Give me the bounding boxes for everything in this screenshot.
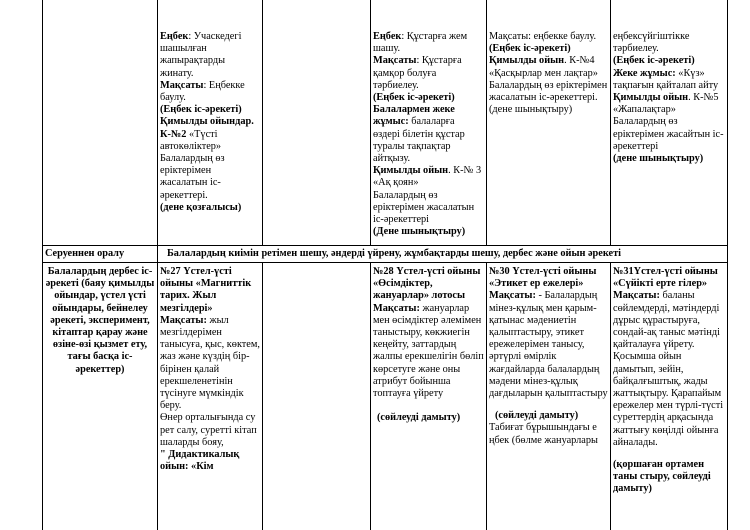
text-run: . К-№5 «Жапалақтар»	[613, 92, 719, 116]
cell-paragraph	[160, 80, 260, 104]
text-run: (Еңбек іс-әрекеті)	[160, 104, 242, 116]
return-row-label: Серуеннен оралу	[45, 248, 125, 259]
cell-paragraph	[160, 202, 260, 214]
grid-line	[42, 0, 43, 530]
text-run: " Дидактикалық ойын: «Кім	[160, 449, 240, 473]
text-run: Еңбек	[373, 31, 402, 42]
text-run: Жеке жұмыс:	[613, 67, 676, 79]
cell-paragraph	[373, 165, 484, 189]
grid-line	[262, 262, 263, 530]
text-run: Қимылды ойындар.	[160, 116, 254, 128]
return-row-text: Балалардың киімін ретімен шешу, әндерді үйрену, жұмбақтарды шешу, дербес және ойын әрекеті	[167, 248, 622, 259]
text-run: (дене шынықтыру)	[489, 104, 573, 116]
grid-line	[370, 0, 371, 245]
text-run: Мақсаты:	[373, 302, 420, 314]
text-run: Балалардың өз еріктерімен жасалатын іс-әрекеттері	[373, 189, 475, 226]
text-run: - Балалардың мінез-құлық мен қарым-қатынас мәдениетін қалыптастыру, этикет ережелерімен танысу, әртүрлі өмірлік жағдайларда балалардың мәдени мінез-құлық дағдыларын қалыптастыру	[489, 290, 608, 400]
text-run: Балалардың өз еріктерімен жасайтын іс-әрекеттері	[613, 116, 724, 152]
grid-line	[42, 245, 728, 246]
text-run: Мақсаты: еңбекке баулу.	[489, 31, 597, 42]
text-run: (сөйлеуді дамыту)	[495, 410, 579, 422]
cell-paragraph	[613, 31, 725, 55]
text-run: №28 Үстел-үсті ойыны «Өсімдіктер, жануарлар» лотосы	[373, 266, 481, 302]
text-run: жануарлар мен өсімдіктер әлемімен таныстыру, көкжиегін кеңейту, заттардың жалпы ерекшелігін бөліп көрсетуге және оны атрибут бойынша топтауға үйрету	[373, 302, 484, 400]
cell-paragraph	[613, 116, 725, 153]
text-run: Табиғат бұрышындағы е ңбек (бөлме жануарлары	[489, 422, 598, 446]
cell-paragraph	[160, 449, 260, 473]
text-run: (қоршаған ортамен таны стыру, сөйлеуді дамыту)	[613, 459, 711, 495]
text-run: (дене қозғалысы)	[160, 201, 242, 213]
cell-paragraph	[613, 92, 725, 116]
text-run: (Еңбек іс-әрекеті)	[489, 43, 571, 55]
text-run: Балалардың өз еріктерімен жасалатын іс-әрекеттері.	[489, 79, 608, 104]
cell-paragraph	[373, 104, 484, 165]
grid-line	[610, 0, 611, 245]
text-run: №27 Үстел-үсті ойыны «Магниттік тарих. Жыл мезгілдері»	[160, 266, 252, 314]
cell-paragraph	[613, 68, 725, 92]
grid-line	[486, 262, 487, 530]
cell-paragraph	[160, 31, 260, 80]
activity-cell-col3	[373, 266, 484, 528]
cell-paragraph	[160, 315, 260, 413]
top-cell-col1	[160, 31, 260, 243]
top-cell-col5	[613, 31, 725, 243]
text-run: №30 Үстел-үсті ойыны «Этикет ер ежелері» Мақсаты:	[489, 266, 597, 302]
cell-paragraph	[489, 104, 608, 116]
grid-line	[370, 262, 371, 530]
text-run: Қимылды ойын	[613, 92, 689, 104]
activity-row-label: Балалардың дербес іс-әрекеті (баяу қимылды ойындар, үстел үсті ойындары, бейнелеу әрекеті, эксперимент, кітаптар қарау және өзіне-өзі қызмет ету, тағы басқа іс-әрекеттер)	[45, 266, 155, 375]
text-run: «Түсті автокөліктер»	[160, 128, 222, 152]
cell-paragraph	[489, 422, 608, 446]
text-run: Мақсаты	[160, 79, 204, 91]
cell-paragraph	[613, 153, 725, 165]
text-run: еңбексүйгіштікке тәрбиелеу.	[613, 31, 690, 55]
cell-paragraph	[373, 55, 484, 92]
cell-paragraph	[373, 31, 484, 55]
activity-cell-col1	[160, 266, 260, 528]
text-run: Өнер орталығында су рет салу, суретті кітап шаларды бояу,	[160, 412, 257, 448]
cell-paragraph	[160, 153, 260, 202]
text-run: (Дене шынықтыру)	[373, 226, 466, 238]
cell-paragraph	[613, 55, 725, 67]
activity-cell-col5	[613, 266, 725, 528]
cell-paragraph	[160, 116, 260, 128]
text-run: : Құстарға жем шашу.	[373, 31, 468, 55]
text-run: (сөйлеуді дамыту)	[377, 412, 461, 424]
grid-line	[157, 0, 158, 530]
activity-cell-col4	[489, 266, 608, 528]
cell-paragraph	[160, 266, 260, 315]
grid-line	[727, 0, 728, 530]
cell-paragraph	[613, 266, 725, 449]
text-run: : Еңбекке баулу.	[160, 79, 245, 104]
cell-paragraph	[373, 266, 484, 303]
text-run: баланы сөйлемдерді, мәтіндерді дұрыс құрастыруға, сондай-ақ таныс мәтінді қайталауға үйрету. Қосымша ойын дамытып, зейін, байқалғыштық, жады жаттықтыру. Қарапайым ережелер мен түрлі-түсті суреттердің арқасында жаттығу көңілді ойынға айналады.	[613, 290, 724, 448]
grid-line	[262, 0, 263, 245]
cell-paragraph	[373, 226, 484, 238]
text-run: Балалармен жеке жұмыс:	[373, 104, 455, 128]
cell-paragraph	[373, 412, 484, 424]
text-run: : Учаскедегі шашылған жапырақтарды жинату.	[160, 31, 242, 79]
text-run: Еңбек	[160, 31, 189, 42]
text-run: : Құстарға қамқор болуға тәрбиелеу.	[373, 55, 462, 91]
cell-paragraph	[489, 80, 608, 104]
cell-paragraph	[160, 412, 260, 449]
top-cell-col4	[489, 31, 608, 243]
text-run: балаларға өздері білетін құстар туралы тақпақтар айтқызу.	[373, 116, 465, 165]
text-run: Балалардың өз еріктерімен жасалатын іс-әрекеттері.	[160, 153, 225, 201]
text-run: Мақсаты:	[160, 314, 207, 326]
top-cell-col3	[373, 31, 484, 243]
cell-paragraph	[489, 31, 608, 43]
cell-paragraph	[373, 190, 484, 227]
cell-paragraph	[373, 92, 484, 104]
text-run: (дене шынықтыру)	[613, 153, 704, 165]
cell-paragraph	[160, 129, 260, 153]
text-run: Мақсаты	[373, 55, 417, 67]
text-run: (Еңбек іс-әрекеті)	[373, 92, 455, 104]
cell-paragraph	[489, 55, 608, 79]
text-run: жыл мезгілдерімен танысуға, қыс, көктем, жаз және күздің бір-бірінен қалай ерекшеленетінін түсінуге мүмкіндік беру.	[160, 314, 260, 412]
cell-paragraph	[160, 104, 260, 116]
text-run: «Күз» тақпағын қайталап айту	[613, 67, 719, 91]
cell-paragraph	[613, 459, 725, 496]
cell-paragraph	[489, 410, 608, 422]
grid-line	[42, 262, 728, 263]
text-run: . К-№ 3 «Ақ қоян»	[373, 165, 482, 189]
text-run: №31Үстел-үсті ойыны «Сүйікті ерте гілер» Мақсаты:	[613, 266, 718, 302]
text-run: Қимылды ойын	[489, 55, 565, 67]
text-run: К-№2	[160, 128, 187, 140]
text-run: (Еңбек іс-әрекеті)	[613, 55, 695, 67]
grid-line	[486, 0, 487, 245]
grid-line	[610, 262, 611, 530]
cell-paragraph	[489, 43, 608, 55]
text-run: Қимылды ойын	[373, 165, 449, 177]
text-run: . К-№4 «Қасқырлар мен лақтар»	[489, 55, 598, 79]
cell-paragraph	[373, 303, 484, 401]
cell-paragraph	[489, 266, 608, 400]
